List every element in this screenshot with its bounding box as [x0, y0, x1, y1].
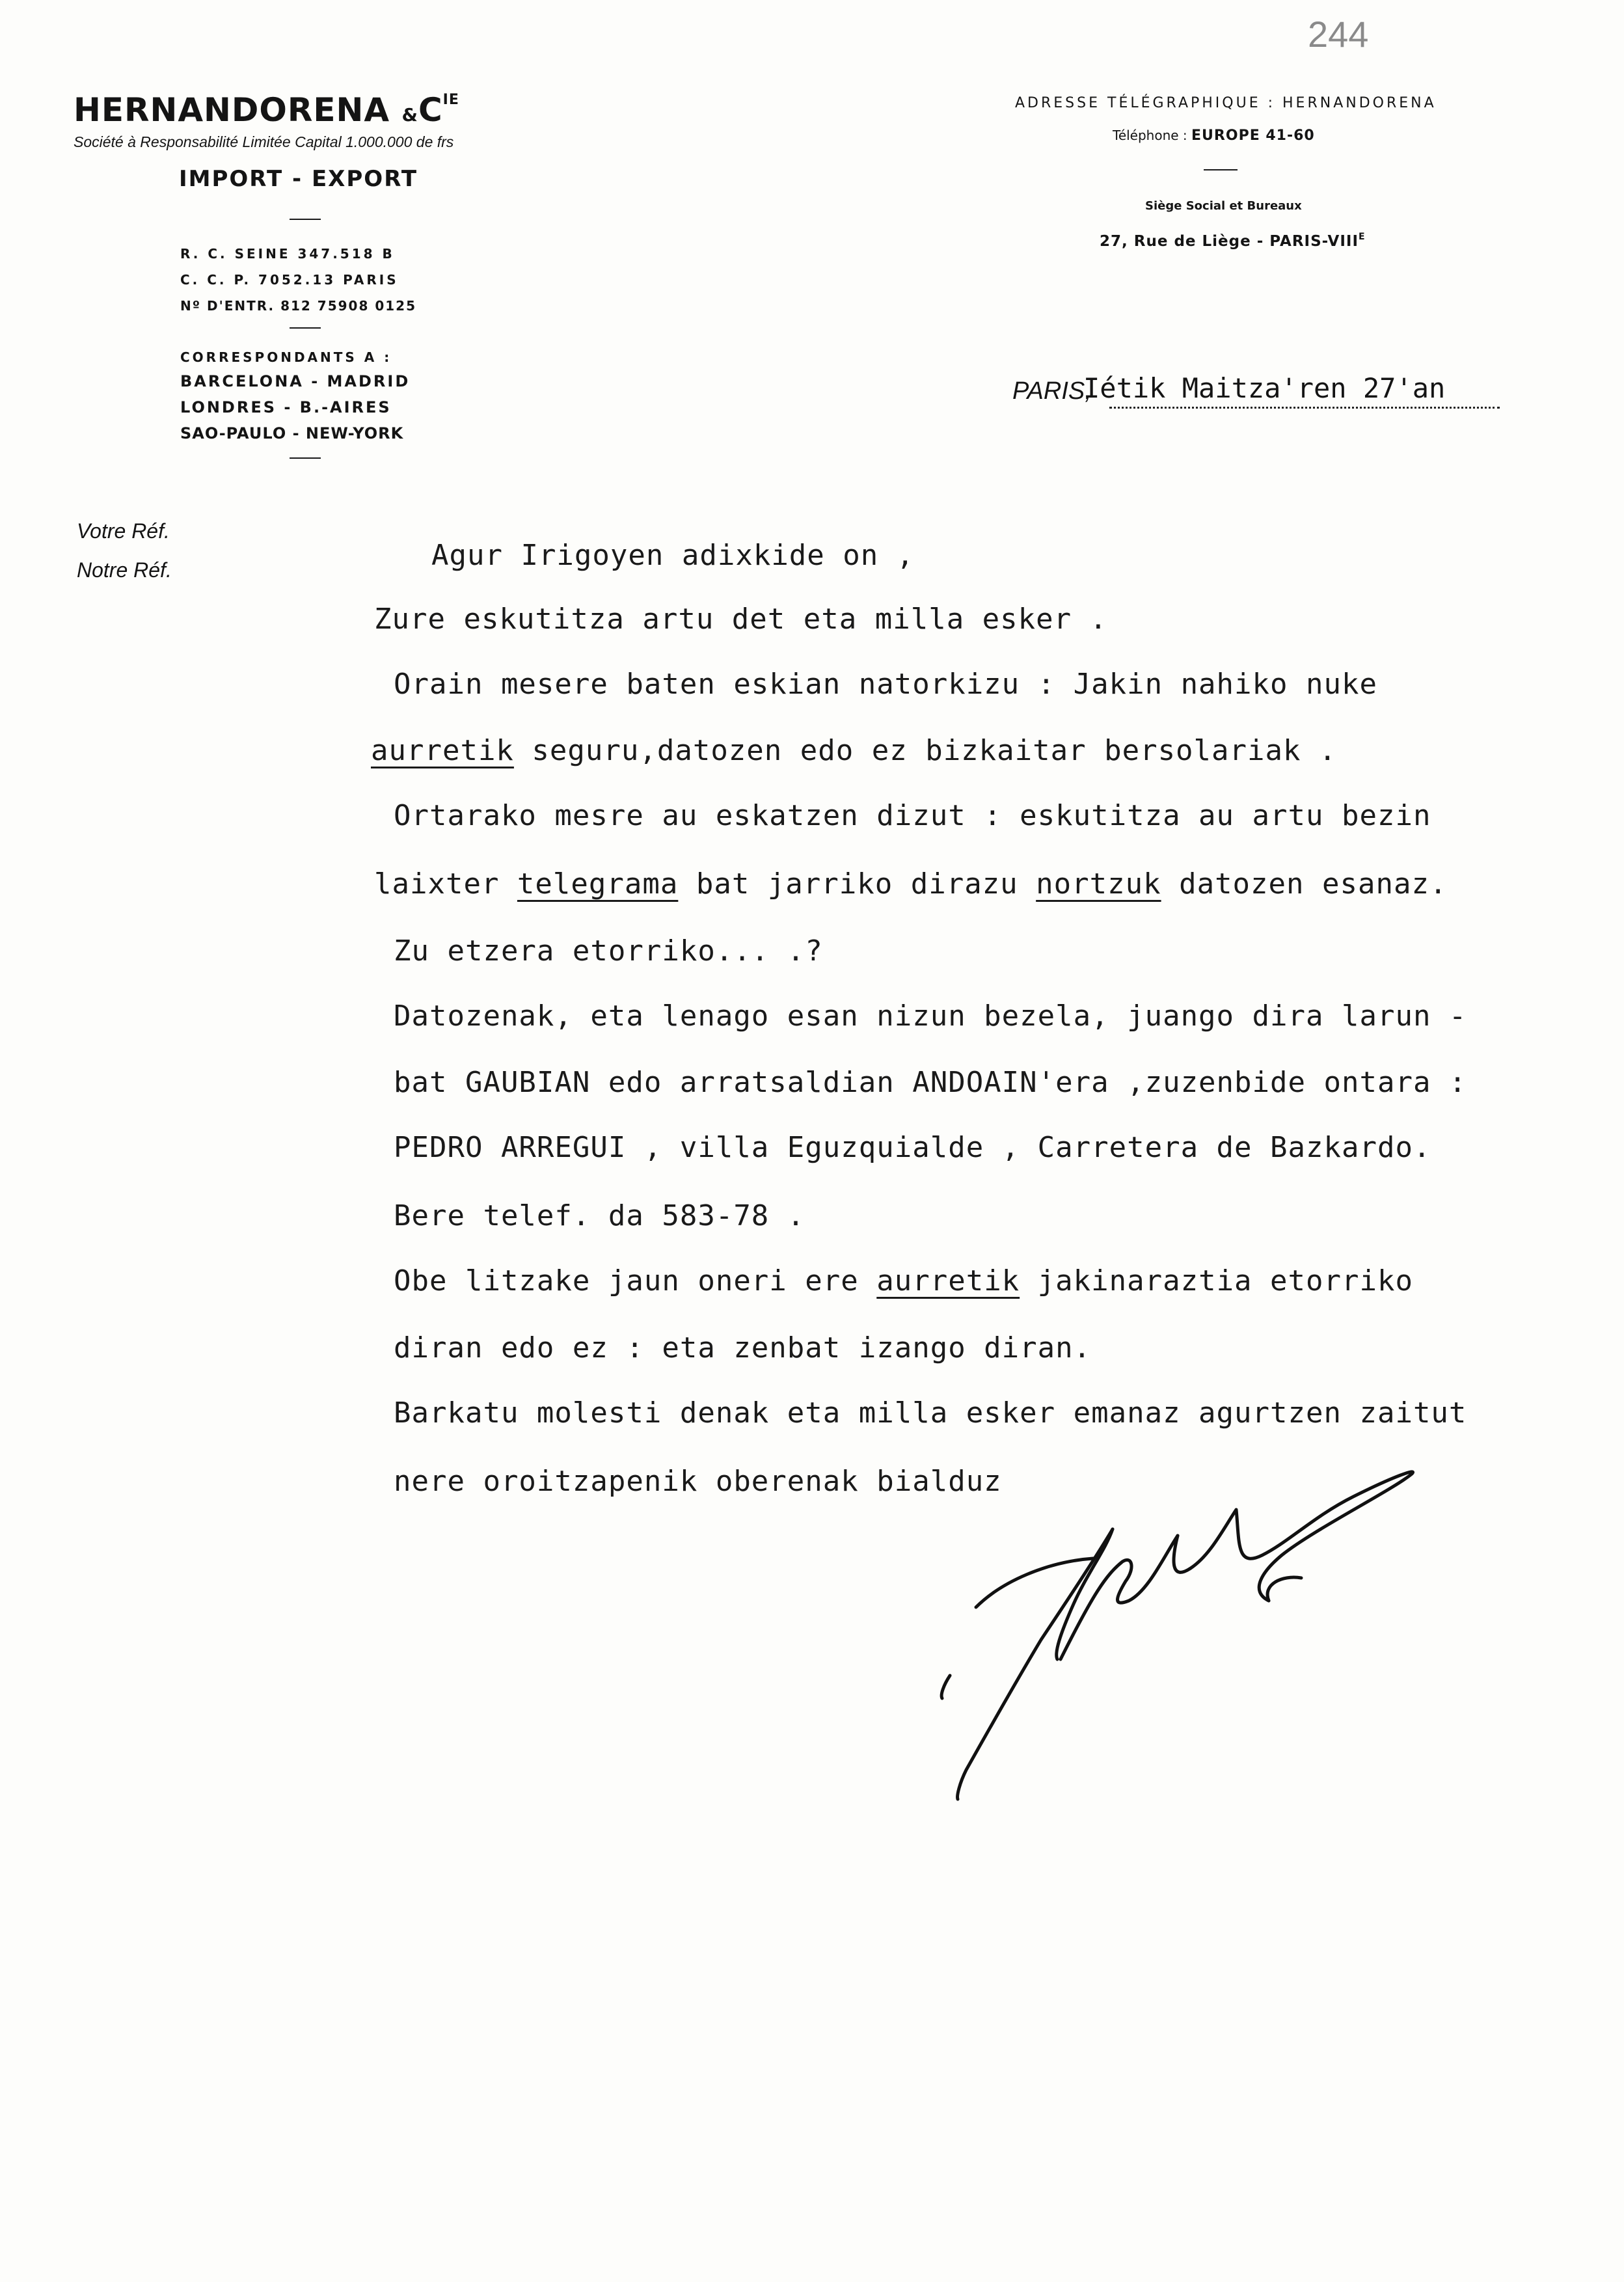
body-line: Bere telef. da 583-78 .	[394, 1199, 805, 1232]
telegraphic-address: ADRESSE TÉLÉGRAPHIQUE : HERNANDORENA	[1015, 95, 1437, 111]
our-reference-label: Notre Réf.	[77, 558, 172, 582]
head-office-label: Siège Social et Bureaux	[1145, 199, 1302, 213]
import-export-heading: IMPORT - EXPORT	[179, 166, 418, 192]
body-line: diran edo ez : eta zenbat izango diran.	[394, 1331, 1092, 1365]
telephone-label: Téléphone :	[1113, 128, 1187, 143]
correspondants-line: SAO-PAULO - NEW-YORK	[180, 424, 404, 442]
body-line: Ortarako mesre au eskatzen dizut : eskutitza au artu bezin	[394, 799, 1431, 832]
date-dotted-line	[1109, 407, 1500, 409]
body-line: bat GAUBIAN edo arratsaldian ANDOAIN'era ,zuzenbide ontara :	[394, 1066, 1467, 1099]
body-line: Barkatu molesti denak eta milla esker emanaz agurtzen zaitut	[394, 1396, 1467, 1430]
body-line: Datozenak, eta lenago esan nizun bezela, juango dira larun -	[394, 999, 1467, 1033]
body-line: PEDRO ARREGUI , villa Eguzquialde , Carretera de Bazkardo.	[394, 1131, 1431, 1164]
body-line-part: datozen esanaz.	[1161, 867, 1448, 901]
body-line: nere oroitzapenik oberenak bialduz	[394, 1465, 1002, 1498]
divider	[290, 219, 321, 220]
body-line	[371, 734, 1336, 767]
body-line	[394, 1264, 1413, 1297]
correspondants-title: CORRESPONDANTS A :	[180, 349, 392, 365]
underlined-word: nortzuk	[1036, 867, 1161, 901]
body-line-part: laixter	[374, 867, 517, 901]
body-line-part: Obe litzake jaun oneri ere	[394, 1264, 877, 1297]
correspondants-line: BARCELONA - MADRID	[180, 372, 411, 390]
street-address	[1100, 232, 1366, 250]
your-reference-label: Votre Réf.	[77, 519, 170, 543]
body-line-part: bat jarriko dirazu	[678, 867, 1036, 901]
divider	[290, 327, 321, 329]
company-name	[74, 91, 459, 129]
registration-rc: R. C. SEINE 347.518 B	[180, 246, 395, 262]
date-text: Iétik Maitza'ren 27'an	[1083, 372, 1446, 404]
company-suffix: C	[418, 91, 443, 129]
telephone-number: EUROPE 41-60	[1191, 128, 1315, 144]
registration-entr: Nº D'ENTR. 812 75908 0125	[180, 298, 416, 314]
body-line-rest: seguru,datozen edo ez bizkaitar bersolariak .	[513, 734, 1337, 767]
company-amp: &	[401, 104, 418, 126]
street-address-text: 27, Rue de Liège - PARIS-VIII	[1100, 233, 1359, 250]
underlined-word: telegrama	[517, 867, 679, 901]
body-line-part: jakinaraztia etorriko	[1020, 1264, 1413, 1297]
date-place: PARIS,	[1012, 377, 1092, 405]
divider	[1204, 169, 1238, 170]
underlined-word: aurretik	[371, 734, 514, 767]
company-suffix-sup: IE	[442, 92, 459, 108]
body-line: Orain mesere baten eskian natorkizu : Jakin nahiko nuke	[394, 668, 1377, 701]
divider	[290, 457, 321, 459]
greeting: Agur Irigoyen adixkide on ,	[431, 539, 915, 572]
company-name-text: HERNANDORENA	[74, 91, 390, 129]
body-line	[374, 867, 1447, 901]
registration-ccp: C. C. P. 7052.13 PARIS	[180, 272, 399, 288]
correspondants-line: LONDRES - B.-AIRES	[180, 398, 392, 416]
body-line: Zu etzera etorriko... .?	[394, 934, 823, 968]
company-legal-form: Société à Responsabilité Limitée Capital 1.000.000 de frs	[74, 133, 454, 150]
body-line: Zure eskutitza artu det eta milla esker .	[374, 603, 1108, 636]
archive-number: 244	[1308, 14, 1369, 55]
handwritten-signature	[898, 1445, 1431, 1809]
underlined-word: aurretik	[876, 1264, 1020, 1297]
street-address-sup: E	[1359, 232, 1366, 242]
telephone	[1113, 128, 1315, 144]
